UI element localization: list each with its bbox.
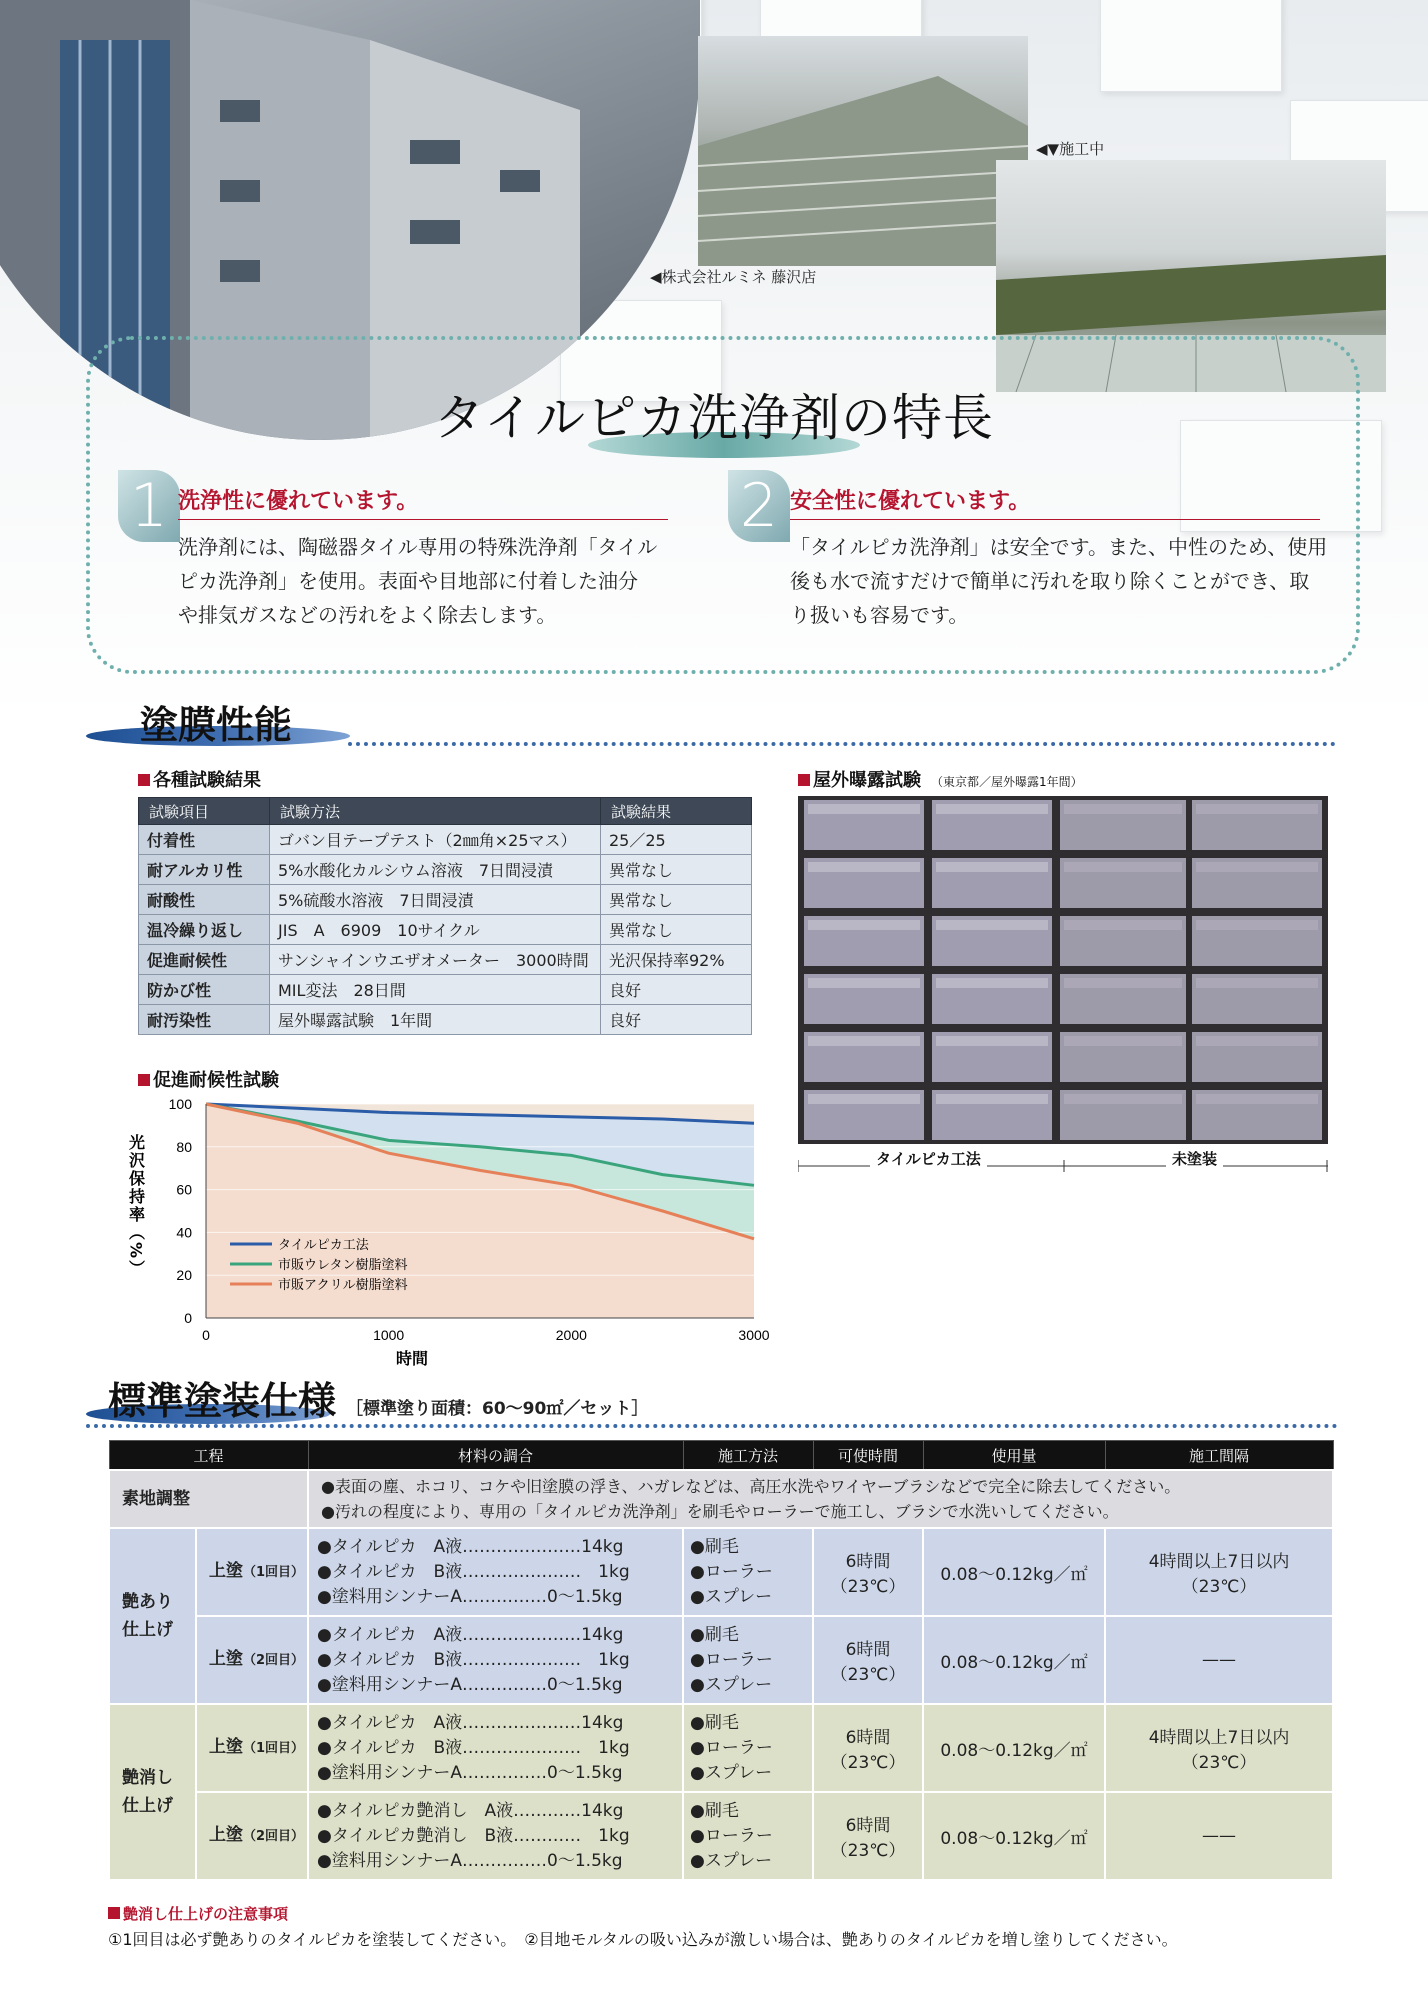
pot-life-cell <box>813 1616 923 1704</box>
group-label-line: 仕上げ <box>122 1620 173 1640</box>
tile-highlight <box>808 978 920 988</box>
pot-life-temp: （23℃） <box>830 1665 906 1685</box>
material-line: ●塗料用シンナーA……………0〜1.5kg <box>317 1674 623 1695</box>
test-method: 5%硫酸水溶液 7日間浸漬 <box>270 885 601 915</box>
material-line: ●タイルピカ B液………………… 1kg <box>317 1649 630 1670</box>
bullet-square <box>138 774 150 786</box>
table-header-row <box>139 798 752 825</box>
table-header-row <box>109 1441 1333 1471</box>
interval-cell <box>1105 1528 1333 1616</box>
tile-highlight <box>936 978 1048 988</box>
tile-highlight <box>1196 920 1318 930</box>
usage-cell: 0.08〜0.12kg／㎡ <box>923 1704 1105 1792</box>
x-tick-label: 3000 <box>738 1327 770 1343</box>
test-result: 良好 <box>601 1005 752 1035</box>
bullet-square <box>108 1907 120 1919</box>
step-text: 上塗 <box>209 1649 243 1669</box>
table-row <box>109 1704 1333 1792</box>
material-line: ●タイルピカ B液………………… 1kg <box>317 1737 630 1758</box>
method-line: ●ローラー <box>690 1561 773 1582</box>
table-row <box>139 825 752 855</box>
features-title: タイルピカ洗浄剤の特長 <box>434 389 994 447</box>
test-result: 良好 <box>601 975 752 1005</box>
test-result: 異常なし <box>601 885 752 915</box>
x-tick-label: 1000 <box>373 1327 405 1343</box>
feature-body-line: 「タイルピカ洗浄剤」は安全です。また、中性のため、使用 <box>790 535 1328 559</box>
methods-cell <box>683 1616 813 1704</box>
table-row <box>109 1470 1333 1528</box>
step-count: （1回目） <box>243 1741 305 1756</box>
method-line: ●スプレー <box>690 1762 773 1783</box>
methods-cell <box>683 1528 813 1616</box>
table-row <box>139 855 752 885</box>
table-header-cell: 試験結果 <box>601 798 752 825</box>
caution-text: ①1回目は必ず艶ありのタイルピカを塗装してください。 ②目地モルタルの吸い込みが激しい場合は、艶ありのタイルピカを増し塗りしてください。 <box>108 1930 1178 1949</box>
materials-cell <box>308 1528 683 1616</box>
method-line: ●刷毛 <box>690 1800 739 1821</box>
test-results-table <box>138 797 752 1035</box>
tile-highlight <box>1064 920 1182 930</box>
table-row <box>109 1616 1333 1704</box>
pot-life-value: 6時間 <box>845 1728 891 1748</box>
exposure-label-right: 未塗装 <box>1166 1148 1223 1169</box>
feature-number-2: 2 <box>728 470 790 542</box>
method-line: ●刷毛 <box>690 1536 739 1557</box>
tile-highlight <box>808 920 920 930</box>
test-item: 耐汚染性 <box>139 1005 270 1035</box>
test-method: 屋外曝露試験 1年間 <box>270 1005 601 1035</box>
feature-body-line: 後も水で流すだけで簡単に汚れを取り除くことができ、取 <box>790 569 1310 593</box>
y-tick-label: 20 <box>176 1267 192 1284</box>
tile-highlight <box>1196 978 1318 988</box>
pot-life-cell <box>813 1704 923 1792</box>
test-item: 付着性 <box>139 825 270 855</box>
y-tick-label: 60 <box>176 1181 192 1198</box>
methods-cell <box>683 1704 813 1792</box>
material-line: ●タイルピカ A液…………………14kg <box>317 1536 624 1557</box>
tile-highlight <box>936 920 1048 930</box>
table-row <box>139 885 752 915</box>
tile-highlight <box>1064 804 1182 814</box>
table-row <box>139 915 752 945</box>
feature-body-line: ピカ洗浄剤」を使用。表面や目地部に付着した油分 <box>178 569 638 593</box>
interval-cell <box>1105 1704 1333 1792</box>
group-label-line: 艶あり <box>122 1592 173 1612</box>
caution-title <box>108 1903 288 1924</box>
chart-title <box>138 1066 279 1092</box>
interval-value: —— <box>1202 1650 1237 1670</box>
tile-highlight <box>1196 1094 1318 1104</box>
table-row <box>139 975 752 1005</box>
test-item: 耐アルカリ性 <box>139 855 270 885</box>
exposure-label-left: タイルピカ工法 <box>870 1148 987 1169</box>
table-row <box>139 945 752 975</box>
feature-body-line: や排気ガスなどの汚れをよく除去します。 <box>178 603 557 627</box>
spec-table <box>108 1440 1334 1881</box>
prep-line: ●汚れの程度により、専用の「タイルピカ洗浄剤」を刷毛やローラーで施工し、ブラシで水洗いしてください。 <box>321 1502 1119 1521</box>
tile-highlight <box>1064 978 1182 988</box>
y-tick-label: 0 <box>184 1310 192 1326</box>
step-text: 上塗 <box>209 1737 243 1757</box>
tile-highlight <box>808 862 920 872</box>
test-method: ゴバン目テープテスト（2㎜角×25マス） <box>270 825 601 855</box>
table-header-cell: 試験項目 <box>139 798 270 825</box>
table-row <box>139 1005 752 1035</box>
material-line: ●タイルピカ艶消し B液………… 1kg <box>317 1825 630 1846</box>
exposure-title-text: 屋外曝露試験 <box>813 770 921 791</box>
usage-cell: 0.08〜0.12kg／㎡ <box>923 1792 1105 1880</box>
method-line: ●刷毛 <box>690 1624 739 1645</box>
table-header-cell: 使用量 <box>923 1441 1105 1471</box>
step-label <box>196 1616 308 1704</box>
materials-cell <box>308 1616 683 1704</box>
x-tick-label: 2000 <box>555 1327 587 1343</box>
prep-line: ●表面の塵、ホコリ、コケや旧塗膜の浮き、ハガレなどは、高圧水洗やワイヤーブラシなどで完全に除去してください。 <box>321 1477 1181 1496</box>
table-header-cell: 可使時間 <box>813 1441 923 1471</box>
step-count: （2回目） <box>243 1653 305 1668</box>
test-result: 異常なし <box>601 915 752 945</box>
tile-highlight <box>1196 862 1318 872</box>
pot-life-value: 6時間 <box>845 1640 891 1660</box>
table-row <box>109 1792 1333 1880</box>
test-method: サンシャインウエザオメーター 3000時間 <box>270 945 601 975</box>
pot-life-temp: （23℃） <box>830 1577 906 1597</box>
method-line: ●ローラー <box>690 1737 773 1758</box>
legend-label: タイルピカ工法 <box>278 1238 369 1253</box>
material-line: ●タイルピカ艶消し A液…………14kg <box>317 1800 624 1821</box>
step-label <box>196 1792 308 1880</box>
feature-body-line: 洗浄剤には、陶磁器タイル専用の特殊洗浄剤「タイル <box>178 535 658 559</box>
tile-highlight <box>808 1094 920 1104</box>
materials-cell <box>308 1792 683 1880</box>
pot-life-cell <box>813 1528 923 1616</box>
caution-title-text: 艶消し仕上げの注意事項 <box>123 1905 289 1923</box>
prep-text <box>308 1470 1333 1528</box>
tile-highlight <box>808 804 920 814</box>
step-text: 上塗 <box>209 1561 243 1581</box>
weathering-chart <box>126 1090 776 1366</box>
method-line: ●刷毛 <box>690 1712 739 1733</box>
group-label <box>109 1528 196 1704</box>
tests-title-text: 各種試験結果 <box>153 770 261 791</box>
material-line: ●タイルピカ B液………………… 1kg <box>317 1561 630 1582</box>
pot-life-value: 6時間 <box>845 1552 891 1572</box>
step-label <box>196 1528 308 1616</box>
y-axis-label: 光沢保持率（%） <box>126 1134 146 1279</box>
test-item: 促進耐候性 <box>139 945 270 975</box>
method-line: ●スプレー <box>690 1674 773 1695</box>
photo-caption-work: ◀▼施工中 <box>1036 140 1105 158</box>
pot-life-value: 6時間 <box>845 1816 891 1836</box>
step-count: （1回目） <box>243 1565 305 1580</box>
interval-temp: （23℃） <box>1181 1753 1257 1773</box>
interval-value: 4時間以上7日以内 <box>1148 1728 1290 1748</box>
tile-highlight <box>1196 804 1318 814</box>
tile-highlight <box>936 804 1048 814</box>
section-divider <box>348 742 1336 746</box>
section-divider <box>86 1424 1338 1428</box>
x-tick-label: 0 <box>202 1327 210 1343</box>
test-item: 耐酸性 <box>139 885 270 915</box>
tile-highlight <box>936 1036 1048 1046</box>
store-building-photo <box>698 36 1028 266</box>
feature-heading-1: 洗浄性に優れています。 <box>178 484 668 520</box>
group-label-line: 艶消し <box>122 1768 173 1788</box>
store-building-illustration <box>698 36 1028 266</box>
interval-cell <box>1105 1792 1333 1880</box>
photo-caption-store: ◀株式会社ルミネ 藤沢店 <box>650 268 817 286</box>
legend-label: 市販ウレタン樹脂塗料 <box>278 1258 408 1273</box>
exposure-note: （東京都／屋外曝露1年間） <box>931 775 1083 789</box>
tile-highlight <box>808 1036 920 1046</box>
spec-note: ［標準塗り面積：60〜90㎡／セット］ <box>346 1399 649 1419</box>
step-count: （2回目） <box>243 1829 305 1844</box>
table-header-cell: 工程 <box>109 1441 308 1471</box>
y-tick-label: 100 <box>168 1096 192 1112</box>
tile-highlight <box>1064 1094 1182 1104</box>
feature-body-line: り扱いも容易です。 <box>790 603 969 627</box>
interval-cell <box>1105 1616 1333 1704</box>
y-tick-label: 80 <box>176 1138 192 1155</box>
usage-cell: 0.08〜0.12kg／㎡ <box>923 1616 1105 1704</box>
table-header-cell: 施工方法 <box>683 1441 813 1471</box>
table-row <box>109 1528 1333 1616</box>
material-line: ●タイルピカ A液…………………14kg <box>317 1624 624 1645</box>
exposure-photo <box>798 796 1328 1144</box>
step-text: 上塗 <box>209 1825 243 1845</box>
material-line: ●塗料用シンナーA……………0〜1.5kg <box>317 1762 623 1783</box>
tests-title <box>138 766 261 792</box>
test-item: 防かび性 <box>139 975 270 1005</box>
feature-heading-2: 安全性に優れています。 <box>790 484 1320 520</box>
interval-value: 4時間以上7日以内 <box>1148 1552 1290 1572</box>
tile-highlight <box>936 862 1048 872</box>
material-line: ●塗料用シンナーA……………0〜1.5kg <box>317 1850 623 1871</box>
tile-highlight <box>1064 1036 1182 1046</box>
test-item: 温冷繰り返し <box>139 915 270 945</box>
test-result: 異常なし <box>601 855 752 885</box>
table-header-cell: 施工間隔 <box>1105 1441 1333 1471</box>
group-label-line: 仕上げ <box>122 1796 173 1816</box>
spec-heading: 標準塗装仕様 <box>108 1378 337 1423</box>
chart-title-text: 促進耐候性試験 <box>153 1070 279 1091</box>
feature-number-1: 1 <box>118 470 180 542</box>
test-method: 5%水酸化カルシウム溶液 7日間浸漬 <box>270 855 601 885</box>
pot-life-cell <box>813 1792 923 1880</box>
pot-life-temp: （23℃） <box>830 1753 906 1773</box>
bullet-square <box>138 1074 150 1086</box>
interval-temp: （23℃） <box>1181 1577 1257 1597</box>
tile-highlight <box>1196 1036 1318 1046</box>
methods-cell <box>683 1792 813 1880</box>
tile-grid-illustration <box>798 796 1328 1144</box>
legend-label: 市販アクリル樹脂塗料 <box>278 1278 408 1293</box>
tile-highlight <box>936 1094 1048 1104</box>
y-tick-label: 40 <box>176 1224 192 1241</box>
step-label <box>196 1704 308 1792</box>
material-line: ●塗料用シンナーA……………0〜1.5kg <box>317 1586 623 1607</box>
feature-body-2 <box>790 530 1350 632</box>
test-method: JIS A 6909 10サイクル <box>270 915 601 945</box>
group-label <box>109 1704 196 1880</box>
pot-life-temp: （23℃） <box>830 1841 906 1861</box>
test-result: 25／25 <box>601 825 752 855</box>
performance-heading: 塗膜性能 <box>140 702 293 747</box>
material-line: ●タイルピカ A液…………………14kg <box>317 1712 624 1733</box>
usage-cell: 0.08〜0.12kg／㎡ <box>923 1528 1105 1616</box>
materials-cell <box>308 1704 683 1792</box>
interval-value: —— <box>1202 1826 1237 1846</box>
method-line: ●スプレー <box>690 1586 773 1607</box>
method-line: ●ローラー <box>690 1649 773 1670</box>
table-header-cell: 材料の調合 <box>308 1441 683 1471</box>
prep-label: 素地調整 <box>109 1470 308 1528</box>
test-result: 光沢保持率92% <box>601 945 752 975</box>
method-line: ●ローラー <box>690 1825 773 1846</box>
feature-body-1 <box>178 530 698 632</box>
bullet-square <box>798 774 810 786</box>
tile-highlight <box>1064 862 1182 872</box>
x-axis-label: 時間 <box>395 1349 429 1366</box>
method-line: ●スプレー <box>690 1850 773 1871</box>
tile-decoration <box>1100 0 1282 92</box>
table-header-cell: 試験方法 <box>270 798 601 825</box>
exposure-title <box>798 766 1083 792</box>
test-method: MIL変法 28日間 <box>270 975 601 1005</box>
